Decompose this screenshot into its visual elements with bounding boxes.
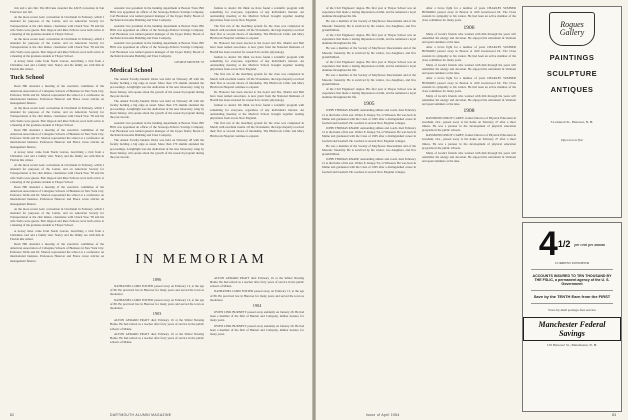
left-column-1 — [10, 6, 104, 402]
paragraph: A newsy letter came from Norm Gravas, describing a visit from a Christmas card and a family visit. Nancy and the family are with him in Florida this winter. — [10, 228, 104, 241]
paragraph: He was a member of the Society of Mayflower Descendants and of the Masonic fraternity. He is survived by his widow, two daughters, and five grandchildren. — [322, 143, 416, 156]
insured-notice: ACCOUNTS INSURED TO TEN THOUSAND BY THE FSLIC, a permanent agency of the U. S. Government — [532, 273, 612, 286]
bank-advertisement — [522, 222, 622, 412]
section-heading: Medical School — [110, 67, 153, 75]
ad-divider — [531, 269, 613, 270]
paragraph: of the Civil Engineers' degree. His first year at Thayer School was an experience that made a lasting impression on him, and he remained a loyal alumnus throughout his life. — [322, 6, 416, 19]
paragraph: He was a member of the Society of Mayflower Descendants and of the Masonic fraternity. He is survived by his widow, two daughters, and five grandchildren. — [322, 73, 416, 86]
paragraph: The annual Faculty-Student Weiss was held on February 28 with the faculty holding a big edge as usual. More than 170 alumni attended the proceedings. A highlight was the dedication of the new laboratory wing by Dean Tenney, who spoke about the growth of the research program during the past decade. — [110, 138, 204, 159]
paragraph: Dean Hill attended a meeting of the executive committee of the American Association of Collegiate Schools of Business in New York City. Professor Wells and Dr. Morton represented the school at a conference on international business. Professors Hanover and Bruce wrote articles on management finance. — [10, 84, 104, 105]
paragraph: At the more recent AAC convention in Cincinnati in February, which I attended for purposes of the Center, and on American Society for Transportation at the club dinner, classmates with Chuck Woo '58 and his wife Stella were guests. Bob Osgood and Russ Fellows were both active at a meeting of the graduate student at Thayer School. — [10, 163, 104, 184]
page-number-left: 82 — [10, 413, 15, 417]
ad-line-antiques: ANTIQUES — [550, 85, 594, 94]
paragraph: of the Civil Engineers' degree. His first year at Thayer School was an experience that made a lasting impression on him, and he remained a loyal alumnus throughout his life. — [322, 86, 416, 100]
paragraph: After a brave fight for a number of years CHARLES SUMNER HOWARD passed away in Boston at 4:00 Greenwood Dr. The Class extends its sympathy to his widow. He had been an active member of the class committee for many years. — [422, 76, 516, 93]
class-year-heading: 1908 — [463, 108, 475, 115]
paragraph: NATHANIEL LORD FOSTER passed away on February 13, at the age of 89. He practiced law in Hanover for many years and served the town as moderator. — [210, 289, 304, 302]
paragraph: assistant vice president in the banking department at Boston Trust. Bill Hills was appointed an officer of the Saratoga-Fellows Savings Company. Carl Bredeson was named general manager of the Upper Darby Board of the Penn Ironworks Building and Trust Company. — [110, 41, 204, 58]
paragraph: A newsy letter came from Norm Gravas, describing a visit from a Christmas card and a family visit. Nancy and the family are with him in Florida this winter. — [10, 149, 104, 162]
left-page — [0, 0, 312, 420]
in-memoriam-title: IN MEMORIAM — [135, 252, 267, 267]
paragraph: JOHN THOMAS KNAPP, outstanding athlete and coach, died February 12 at the home of his son. Walter E. Knapp '34, at Wheaton. He was born in Maine and graduated with the Class of 1905 after a distinguished career in football and baseball. He coached at several New England colleges. — [322, 126, 416, 143]
paragraph: Dean Hill attended a meeting of the executive committee of the American Association of Collegiate Schools of Business in New York City. Professor Wells and Dr. Morton represented the school at a conference on international business. Professors Hanover and Bruce wrote articles on management finance. — [10, 184, 104, 206]
class-year-heading: 1904 — [252, 302, 262, 308]
class-year-heading: 1905 — [363, 101, 375, 108]
paragraph: Dean Hill attended a meeting of the executive committee of the American Association of Collegiate Schools of Business in New York City. Professor Wells and Dr. Morton represented the school at a conference on international business. Professors Hanover and Bruce wrote articles on management finance. — [10, 127, 104, 149]
paragraph: At the more recent AAC convention in Cincinnati in February, which I attended for purposes of the Center, and on American Society for Transportation at the club dinner, classmates with Chuck Woo '58 and his wife Stella were guests. Bob Osgood and Russ Fellows were both active at a meeting of the graduate student at Thayer School. — [10, 106, 104, 127]
paragraph: of the Civil Engineers' degree. His first year at Thayer School was an experience that made a lasting impression on him, and he remained a loyal alumnus throughout his life. — [322, 59, 416, 73]
paragraph: of the Civil Engineers' degree. His first year at Thayer School was an experience that made a lasting impression on him, and he remained a loyal alumnus throughout his life. — [322, 32, 416, 46]
paragraph: The annual Faculty-Student Weiss was held on February 28 with the faculty holding a big edge as usual. More than 170 alumni attended the proceedings. A highlight was the dedication of the new laboratory wing by Dean Tenney, who spoke about the growth of the research program during the past decade. — [110, 98, 204, 120]
mail-service: Save-by-mail postage-free service — [548, 307, 596, 312]
paragraph: Many of Grant's friends who worked with him through the years will remember his energy and devotion. He enjoyed his retirement in Vermont and spent summers at the lake. — [422, 62, 516, 76]
paragraph: fashion to attend. We think we have found a scientific program with something for everyone, regardless of any individual's interest. An outstanding meeting at the Medical School brought together leading physicians from across New England. — [210, 54, 304, 72]
class-year-heading: 1903 — [152, 311, 162, 317]
paragraph: RAYMOND LEROY CAREY, former Director of Physical Education in Gresham, Ore., passed away at his home on February 27 after a short illness. He was a pioneer in the development of physical education programs in the public schools. — [422, 115, 516, 133]
paragraph: assistant vice president in the banking department at Boston Trust. Bill Hills was appointed an officer of the Saratoga-Fellows Savings Company. Carl Bredeson was named general manager of the Upper Darby Board of the Penn Ironworks Building and Trust Company. — [110, 6, 204, 23]
paragraph: Dean Hill attended a meeting of the executive committee of the American Association of Collegiate Schools of Business in New York City. Professor Wells and Dr. Morton represented the school at a conference on international business. Professors Hanover and Bruce wrote articles on management finance. — [10, 241, 104, 263]
paragraph: The first run of the matching system for the class was completed in March with excellent results. Of the 56 students, the large majority received their first or second choice of internship. The Hitchcock Clinic and Mary Hitchcock Hospital continue to expand. — [210, 23, 304, 41]
paragraph: Dr. Hanover has been elected to the board and Drs. Martin and Bell have been named associates. A new grant from the National Institutes of Health has been awarded for research in cardiac physiology. — [210, 89, 304, 103]
paragraph: Many of Grant's friends who worked with him through the years will remember his energy and devotion. He enjoyed his retirement in Vermont and spent summers at the lake. — [422, 93, 516, 107]
paragraph: Many of Grant's friends who worked with him through the years will remember his energy and devotion. He enjoyed his retirement in Vermont and spent summers at the lake. — [422, 31, 516, 45]
paragraph: NATHANIEL LORD FOSTER passed away on February 13, at the age of 89. He practiced law in Hanover for many years and served the town as moderator. — [110, 284, 204, 297]
left-column-3 — [210, 6, 304, 246]
page-number-right: 83 — [612, 413, 617, 417]
right-column-2 — [422, 6, 516, 402]
paragraph: Many of Grant's friends who worked with him through the years will remember his energy and devotion. He enjoyed his retirement in Vermont and spent summers at the lake. — [422, 150, 516, 164]
section-heading: Tuck School — [10, 74, 44, 82]
rate-fraction: 1/2 — [557, 239, 571, 249]
paragraph: assistant vice president in the banking department at Boston Trust. Bill Hills was appointed an officer of the Saratoga-Fellows Savings Company. Carl Bredeson was named general manager of the Upper Darby Board of the Penn Ironworks Building and Trust Company. — [110, 120, 204, 138]
magazine-title-footer: DARTMOUTH ALUMNI MAGAZINE — [110, 413, 172, 417]
paragraph: fashion to attend. We think we have found a scientific program with something for everyone, regardless of any individual's interest. An outstanding meeting at the Medical School brought together leading physicians from across New England. — [210, 6, 304, 23]
signature: GEORGE DROWNE '53 — [174, 59, 204, 64]
paragraph: The first run of the matching system for the class was completed in March with excellent results. Of the 56 students, the large majority received their first or second choice of internship. The Hitchcock Clinic and Mary Hitchcock Hospital continue to expand. — [210, 72, 304, 89]
gallery-logo — [549, 12, 595, 46]
bank-address: 135 Hanover St., Manchester, N. H. — [546, 342, 598, 347]
paragraph: He was a member of the Society of Mayflower Descendants and of the Masonic fraternity. He is survived by his widow, two daughters, and five grandchildren. — [322, 19, 416, 32]
paragraph: After a brave fight for a number of years CHARLES SUMNER HOWARD passed away in Boston at 4:00 Greenwood Dr. The Class extends its sympathy to his widow. He had been an active member of the class committee for many years. — [422, 6, 516, 23]
rate-whole: 4 — [538, 225, 558, 263]
class-year-heading: 1906 — [463, 24, 475, 31]
left-column-2 — [110, 6, 204, 246]
paragraph: A newsy letter came from Norm Gravas, describing a visit from a Christmas card and a family visit. Nancy and the family are with him in Florida this winter. — [10, 58, 104, 72]
ad-line-paintings: PAINTINGS — [549, 53, 595, 62]
ad-divider — [531, 290, 613, 291]
paragraph: He was a member of the Society of Mayflower Descendants and of the Masonic fraternity. He is survived by his widow, two daughters, and five grandchildren. — [322, 46, 416, 59]
paragraph: JOHN THOMAS KNAPP, outstanding athlete and coach, died February 12 at the home of his son. Walter E. Knapp '34, at Wheaton. He was born in Maine and graduated with the Class of 1905 after a distinguished career in football and baseball. He coached at several New England colleges. — [322, 157, 416, 174]
right-column-1 — [322, 6, 416, 402]
issue-footer: Issue of April 1964 — [366, 413, 400, 417]
paragraph: NATHANIEL LORD FOSTER passed away on February 13, at the age of 89. He practiced law in Hanover for many years and served the town as moderator. — [110, 297, 204, 310]
paragraph: ALTON GERARD PRATT died February 16 at the Sibbel Nursing Home. He had retired as a teacher after forty years of service in the public schools of Maine. — [110, 331, 204, 345]
gallery-advertisement — [522, 6, 622, 218]
paragraph: The first run of the matching system for the class was completed in March with excellent results. Of the 56 students, the large majority received their first or second choice of internship. The Hitchcock Clinic and Mary Hitchcock Hospital continue to expand. — [210, 121, 304, 138]
paragraph: After a brave fight for a number of years CHARLES SUMNER HOWARD passed away in Boston at 4:00 Greenwood Dr. The Class extends its sympathy to his widow. He had been an active member of the class committee for many years. — [422, 45, 516, 62]
paragraph: Dr. Hanover has been elected to the board and Drs. Martin and Bell have been named associates. A new grant from the National Institutes of Health has been awarded for research in cardiac physiology. — [210, 41, 304, 54]
bank-logo: Manchester Federal Savings — [523, 317, 621, 341]
obituary-column-1 — [110, 276, 204, 400]
rate-note: CURRENT DIVIDEND — [554, 261, 590, 265]
gallery-address: 3 Lebanon St., Hanover, N. H. — [550, 120, 594, 124]
paragraph: OWEN LINK BURNETT passed away suddenly on January 29. He had been a member of the firm of Burnett and Company, lumber dealers, for many years. — [210, 323, 304, 336]
paragraph: The annual Faculty-Student Weiss was held on February 28 with the faculty holding a big edge as usual. More than 170 alumni attended the proceedings. A highlight was the dedication of the new laboratory wing by Dean Tenney, who spoke about the growth of the research program during the past decade. — [110, 77, 204, 98]
class-year-heading: 1896 — [152, 277, 162, 282]
gallery-logo-text: Rogues Gallery — [559, 20, 585, 37]
paragraph: fashion to attend. We think we have found a scientific program with something for everyone, regardless of any individual's interest. An outstanding meeting at the Medical School brought together leading physicians from across New England. — [210, 103, 304, 120]
paragraph: RAYMOND LEROY CAREY, former Director of Physical Education in Gresham, Ore., passed away at his home on February 27 after a short illness. He was a pioneer in the development of physical education programs in the public schools. — [422, 133, 516, 150]
paragraph: ALTON GERARD PRATT died February 16 at the Sibbel Nursing Home. He had retired as a teacher after forty years of service in the public schools of Maine. — [110, 318, 204, 331]
paragraph: assistant vice president in the banking department at Boston Trust. Bill Hills was appointed an officer of the Saratoga-Fellows Savings Company. Carl Bredeson was named general manager of the Upper Darby Board of the Penn Ironworks Building and Trust Company. — [110, 23, 204, 41]
paragraph: rick and a ski club. The McCune awarded the ASCE recreation in San Francisco last fall. — [10, 6, 104, 15]
paragraph: At the more recent AAC convention in Cincinnati in February, which I attended for purposes of the Center, and on American Society for Transportation at the club dinner, classmates with Chuck Woo '58 and his wife Stella were guests. Bob Osgood and Russ Fellows were both active at a meeting of the graduate student at Thayer School. — [10, 206, 104, 228]
paragraph: ALTON GERARD PRATT died February 16 at the Sibbel Nursing Home. He had retired as a teacher after forty years of service in the public schools of Maine. — [210, 276, 304, 289]
paragraph: At the more recent AAC convention in Cincinnati in February, which I attended for purposes of the Center, and on American Society for Transportation at the club dinner, classmates with Chuck Woo '58 and his wife Stella were guests. Bob Osgood and Russ Fellows were both active at a meeting of the graduate student at Thayer School. — [10, 37, 104, 58]
obituary-column-2 — [210, 276, 304, 400]
gallery-hours: Open ten to five — [560, 138, 584, 142]
paragraph: JOHN THOMAS KNAPP, outstanding athlete and coach, died February 12 at the home of his son. Walter E. Knapp '34, at Wheaton. He was born in Maine and graduated with the Class of 1905 after a distinguished career in football and baseball. He coached at several New England colleges. — [322, 108, 416, 125]
ad-line-sculpture: SCULPTURE — [546, 69, 598, 78]
savings-slogan: Save by the TENTH Earn from the FIRST — [533, 294, 611, 300]
right-page — [316, 0, 628, 420]
rate-suffix: per cent per annum — [574, 241, 606, 247]
ad-divider — [531, 303, 613, 304]
paragraph: At the more recent AAC convention in Cincinnati in February, which I attended for purposes of the Center, and on American Society for Transportation at the club dinner, classmates with Chuck Woo '58 and his wife Stella were guests. Bob Osgood and Russ Fellows were both active at a meeting of the graduate student at Thayer School. — [10, 15, 104, 36]
paragraph: OWEN LINK BURNETT passed away suddenly on January 29. He had been a member of the firm of Burnett and Company, lumber dealers, for many years. — [210, 310, 304, 323]
